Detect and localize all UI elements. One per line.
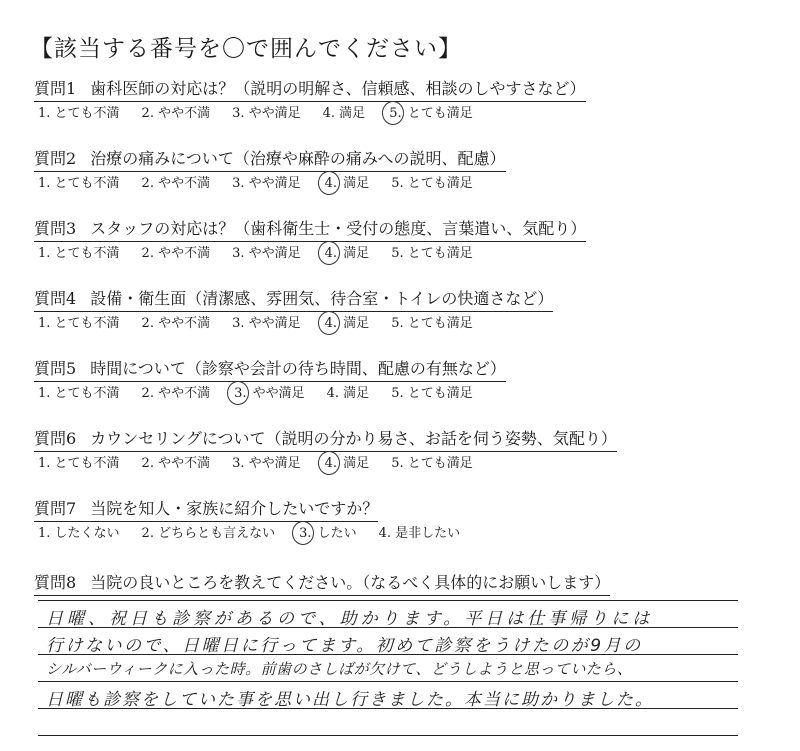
handwritten-answer-line-2: 行けないので、日曜日に行ってます。初めて診察をうけたのが9月の [46,636,643,656]
answer-option[interactable] [323,104,366,124]
answer-options [34,524,774,544]
answer-options [34,104,774,124]
answer-option-label: 4. 満足 [323,176,370,191]
answer-option-label: 2. やや不満 [141,316,211,331]
answer-options [34,314,774,334]
question-1-number: 質問1 [34,79,77,98]
selected-number-circle: 4. [323,244,339,264]
question-4-number: 質問4 [34,289,77,308]
question-5-text: 時間について（診察や会計の待ち時間、配慮の有無など） [90,359,506,378]
question-5-line [34,358,506,382]
answer-option-label: 4. 是非したい [378,526,461,541]
handwritten-answer-line-3: シルバーウィークに入った時。前歯のさしばが欠けて、どうしようと思っていたら、 [46,660,633,678]
question-2-line [34,148,506,172]
answer-option-label: 2. どちらとも言えない [141,526,276,541]
question-3-number: 質問3 [34,219,77,238]
answer-option-label: 1. とても不満 [38,176,120,191]
answer-option[interactable] [142,244,211,264]
answer-option-label: 5. とても満足 [391,246,473,261]
answer-option-label: 4. 満足 [326,386,370,401]
answer-line-6 [38,735,738,736]
question-8 [34,572,774,596]
answer-option[interactable] [391,314,473,334]
answer-option-label: 1. とても不満 [38,316,120,331]
question-2-number: 質問2 [34,149,77,168]
question-6 [34,428,774,474]
answer-option[interactable] [38,104,120,124]
question-1 [34,78,774,124]
handwritten-answer-line-4: 日曜も診察をしていた事を思い出し行きました。本当に助かりました。 [46,690,654,710]
answer-option[interactable] [38,314,120,334]
answer-option-label: 1. とても不満 [38,386,120,401]
question-3-text: スタッフの対応は？（歯科衛生士・受付の態度、言葉遣い、気配り） [90,219,587,238]
selected-number-circle: 5. [387,104,403,124]
answer-option-label: 3. やや満足 [232,386,305,401]
question-5 [34,358,774,404]
handwritten-answer-line-1: 日曜、祝日も診察があるので、助かります。平日は仕事帰りには [46,609,654,629]
selected-number-circle: 3. [232,384,248,404]
answer-option[interactable] [232,244,301,264]
answer-option[interactable] [142,174,211,194]
question-4 [34,288,774,334]
question-3-line [34,218,586,242]
selected-number-circle: 4. [323,314,339,334]
answer-option-selected[interactable] [297,524,357,544]
answer-options [34,174,774,194]
answer-option[interactable] [379,524,461,544]
question-4-text: 設備・衛生面（清潔感、雰囲気、待合室・トイレの快適さなど） [90,289,554,308]
answer-option[interactable] [38,174,120,194]
answer-option[interactable] [232,314,301,334]
answer-option-selected[interactable] [323,174,370,194]
answer-option[interactable] [38,244,120,264]
answer-option-label: 3. やや満足 [232,246,301,261]
question-4-line [34,288,553,312]
question-7-number: 質問7 [34,499,77,518]
answer-option-label: 5. とても満足 [391,316,473,331]
answer-option[interactable] [327,384,370,404]
answer-option-label: 2. やや不満 [141,176,211,191]
answer-option-label: 1. とても不満 [38,106,120,121]
question-2 [34,148,774,194]
question-6-text: カウンセリングについて（説明の分かり易さ、お話を伺う姿勢、気配り） [90,429,617,448]
question-7-text: 当院を知人・家族に紹介したいですか？ [90,499,379,518]
answer-option-label: 4. 満足 [323,316,370,331]
answer-option[interactable] [142,524,276,544]
answer-line-4 [38,681,738,682]
question-8-line [34,572,610,596]
answer-option-label: 1. とても不満 [38,246,120,261]
answer-option-label: 4. 満足 [322,106,366,121]
answer-line-1 [38,600,738,601]
question-3 [34,218,774,264]
answer-option[interactable] [391,454,473,474]
question-6-number: 質問6 [34,429,77,448]
answer-option-selected[interactable] [323,244,370,264]
answer-option[interactable] [232,104,301,124]
answer-option-selected[interactable] [323,454,370,474]
answer-option[interactable] [38,384,120,404]
answer-options [34,244,774,264]
question-8-number: 質問8 [34,573,77,592]
answer-option[interactable] [232,454,301,474]
answer-options [34,454,774,474]
answer-option-label: 1. したくない [38,526,120,541]
answer-option[interactable] [142,384,211,404]
answer-option-label: 5. とても満足 [391,386,473,401]
answer-options [34,384,774,404]
answer-option-selected[interactable] [323,314,370,334]
answer-option-label: 3. やや満足 [232,176,301,191]
question-2-text: 治療の痛みについて（治療や麻酔の痛みへの説明、配慮） [90,149,506,168]
question-8-text: 当院の良いところを教えてください。（なるべく具体的にお願いします） [90,573,611,592]
answer-option-selected[interactable] [387,104,473,124]
answer-option-label: 4. 満足 [323,246,370,261]
question-1-text: 歯科医師の対応は？（説明の明解さ、信頼感、相談のしやすさなど） [90,79,586,98]
question-7-line [34,498,378,522]
selected-number-circle: 3. [297,524,313,544]
answer-option-label: 5. とても満足 [391,176,473,191]
answer-option-label: 3. やや満足 [232,316,301,331]
answer-option[interactable] [391,384,473,404]
question-1-line [34,78,586,102]
selected-number-circle: 4. [323,174,339,194]
answer-option-label: 2. やや不満 [141,106,211,121]
answer-option-label: 3. やや満足 [232,456,301,471]
answer-option[interactable] [38,454,120,474]
form-heading: 【該当する番号を〇で囲んでください】 [30,36,462,62]
answer-option[interactable] [391,174,473,194]
selected-number-circle: 4. [323,454,339,474]
answer-option-label: 4. 満足 [323,456,370,471]
answer-option-label: 1. とても不満 [38,456,120,471]
answer-option[interactable] [142,454,211,474]
question-7 [34,498,774,544]
answer-option-label: 5. とても満足 [387,106,473,121]
answer-option[interactable] [142,314,211,334]
answer-option[interactable] [391,244,473,264]
answer-option-selected[interactable] [232,384,305,404]
answer-option-label: 3. したい [297,526,357,541]
answer-option-label: 2. やや不満 [141,246,211,261]
answer-option[interactable] [232,174,301,194]
answer-option[interactable] [142,104,211,124]
question-6-line [34,428,617,452]
answer-option[interactable] [38,524,120,544]
answer-option-label: 3. やや満足 [232,106,301,121]
answer-option-label: 5. とても満足 [391,456,473,471]
answer-option-label: 2. やや不満 [141,386,211,401]
answer-option-label: 2. やや不満 [141,456,211,471]
question-5-number: 質問5 [34,359,77,378]
